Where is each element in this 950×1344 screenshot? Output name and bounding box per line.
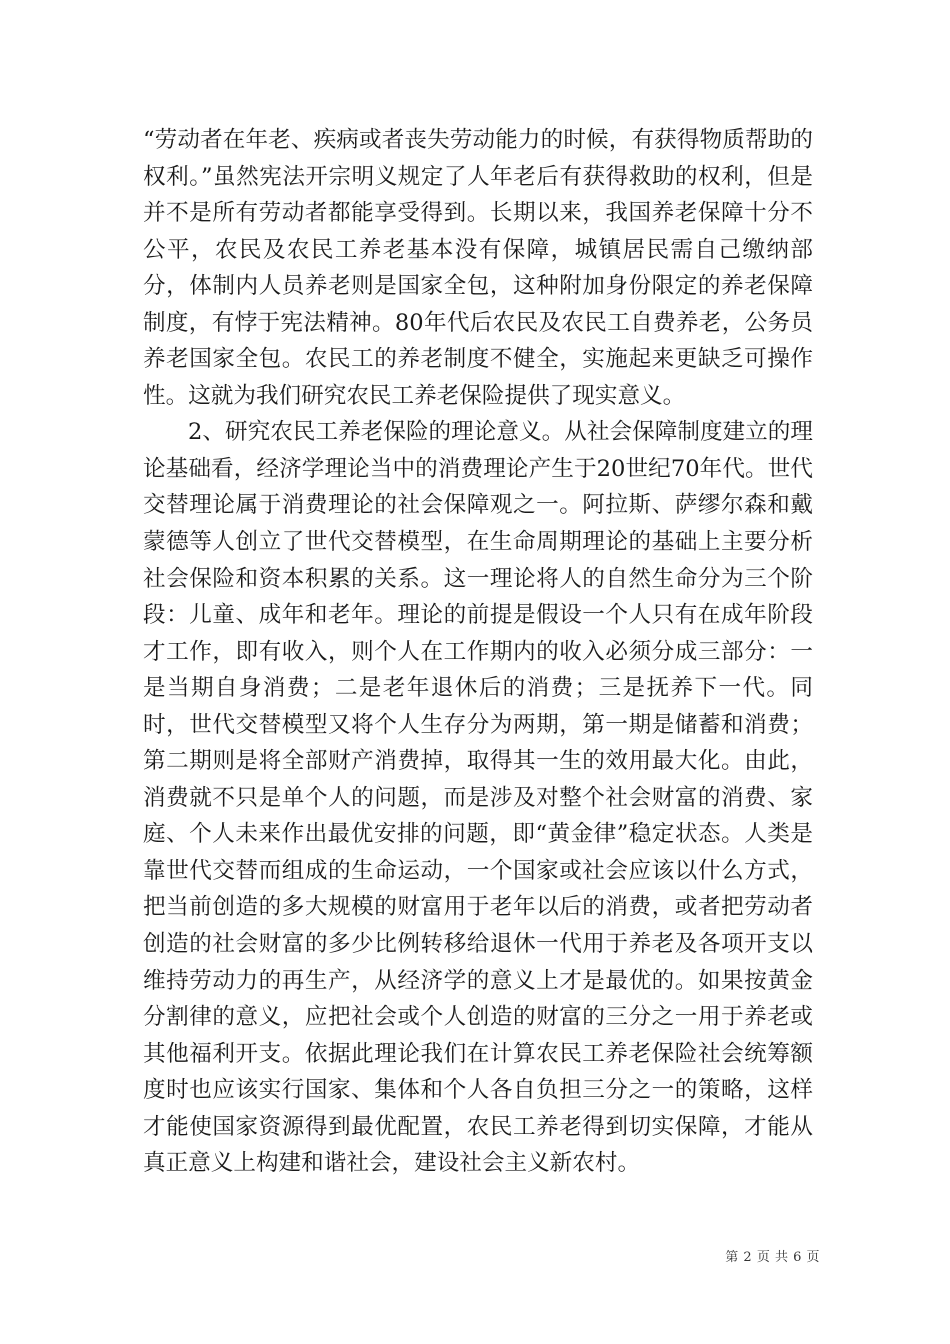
page-number: 第 2 页 共 6 页 (725, 1250, 820, 1265)
body-text (143, 122, 813, 1182)
paragraph-constitution-right: “劳动者在年老、疾病或者丧失劳动能力的时候，有获得物质帮助的权利。”虽然宪法开宗明义规定了人年老后有获得救助的权利，但是并不是所有劳动者都能享受得到。长期以来，我国养老保障十分不公平，农民及农民工养老基本没有保障，城镇居民需自己缴纳部分，体制内人员养老则是国家全包，这种附加身份限定的养老保障制度，有悖于宪法精神。80年代后农民及农民工自费养老，公务员养老国家全包。农民工的养老制度不健全，实施起来更缺乏可操作性。这就为我们研究农民工养老保险提供了现实意义。 (143, 127, 813, 409)
paragraph-theoretical-significance: 2、研究农民工养老保险的理论意义。从社会保障制度建立的理论基础看，经济学理论当中的消费理论产生于20世纪70年代。世代交替理论属于消费理论的社会保障观之一。阿拉斯、萨缪尔森和戴蒙德等人创立了世代交替模型，在生命周期理论的基础上主要分析社会保险和资本积累的关系。这一理论将人的自然生命分为三个阶段：儿童、成年和老年。理论的前提是假设一个人只有在成年阶段才工作，即有收入，则个人在工作期内的收入必须分成三部分：一是当期自身消费；二是老年退休后的消费；三是抚养下一代。同时，世代交替模型又将个人生存分为两期，第一期是储蓄和消费；第二期则是将全部财产消费掉，取得其一生的效用最大化。由此，消费就不只是单个人的问题，而是涉及对整个社会财富的消费、家庭、个人未来作出最优安排的问题，即“黄金律”稳定状态。人类是靠世代交替而组成的生命运动，一个国家或社会应该以什么方式，把当前创造的多大规模的财富用于老年以后的消费，或者把劳动者创造的社会财富的多少比例转移给退休一代用于养老及各项开支以维持劳动力的再生产，从经济学的意义上才是最优的。如果按黄金分割律的意义，应把社会或个人创造的财富的三分之一用于养老或其他福利开支。依据此理论我们在计算农民工养老保险社会统筹额度时也应该实行国家、集体和个人各自负担三分之一的策略，这样才能使国家资源得到最优配置，农民工养老得到切实保障，才能从真正意义上构建和谐社会，建设社会主义新农村。 (143, 419, 813, 1177)
